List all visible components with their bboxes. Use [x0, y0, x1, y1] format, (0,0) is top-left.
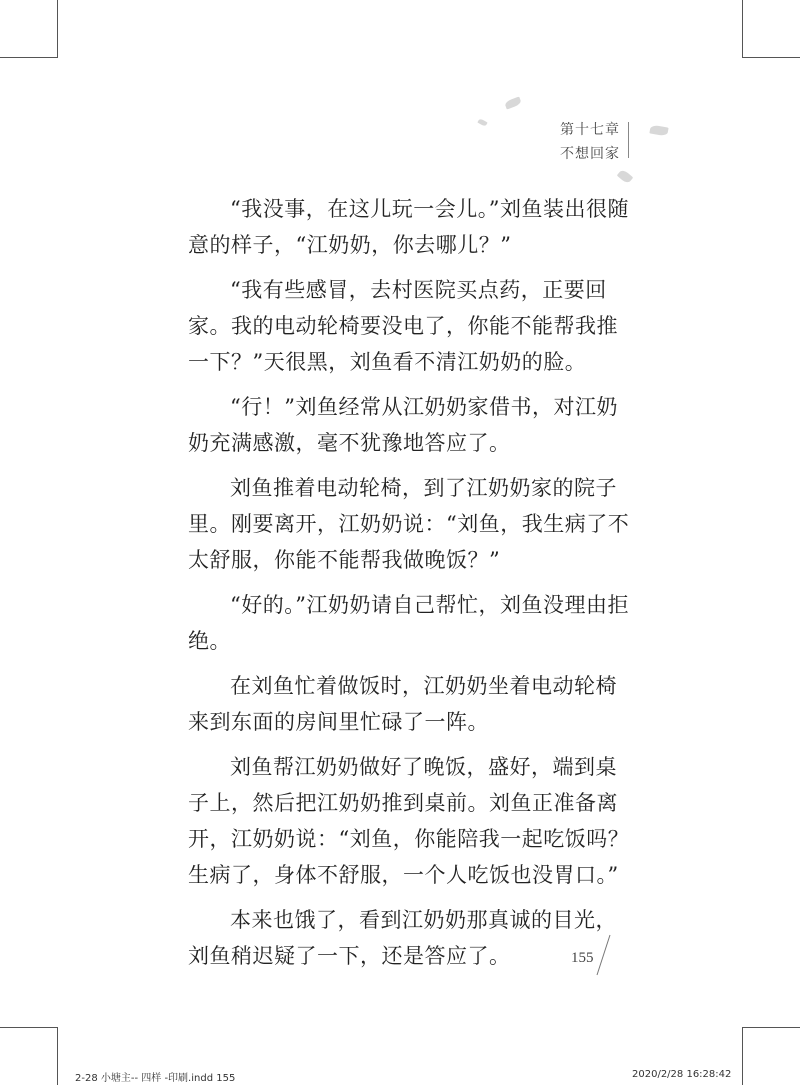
- crop-mark-top-right-v: [742, 0, 743, 58]
- paragraph: “好的。”江奶奶请自己帮忙，刘鱼没理由拒绝。: [188, 593, 629, 653]
- petal-decoration: [649, 125, 668, 137]
- footer-timestamp: 2020/2/28 16:28:42: [632, 1069, 732, 1080]
- paragraph: 刘鱼帮江奶奶做好了晚饭，盛好，端到桌子上，然后把江奶奶推到桌前。刘鱼正准备离开，江奶奶说：“刘鱼，你能陪我一起吃饭吗？生病了，身体不舒服，一个人吃饭也没胃口。”: [188, 755, 630, 887]
- crop-mark-bottom-left-h: [0, 1027, 58, 1028]
- paragraph: 刘鱼推着电动轮椅，到了江奶奶家的院子里。刚要离开，江奶奶说：“刘鱼，我生病了不太舒服，你能不能帮我做晚饭？”: [188, 476, 630, 572]
- footer-file-info: 2-28 小塘主-- 四样 -印刷.indd 155: [75, 1073, 236, 1084]
- crop-mark-bottom-right-v: [742, 1027, 743, 1085]
- crop-mark-top-left-v: [57, 0, 58, 58]
- page-number: 155: [571, 950, 594, 966]
- petal-decoration: [617, 169, 634, 185]
- crop-mark-bottom-right-h: [742, 1027, 800, 1028]
- crop-mark-top-right-h: [742, 57, 800, 58]
- paragraph: 本来也饿了，看到江奶奶那真诚的目光，刘鱼稍迟疑了一下，还是答应了。: [188, 908, 617, 968]
- chapter-number: 第十七章: [560, 122, 620, 138]
- petal-decoration: [477, 118, 487, 127]
- crop-mark-top-left-h: [0, 57, 58, 58]
- crop-mark-bottom-left-v: [57, 1027, 58, 1085]
- paragraph: “我有些感冒，去村医院买点药，正要回家。我的电动轮椅要没电了，你能不能帮我推一下？”天很黑，刘鱼看不清江奶奶的脸。: [188, 278, 618, 374]
- running-head-rule: [628, 122, 629, 158]
- chapter-title: 不想回家: [560, 146, 620, 162]
- paragraph: “行！”刘鱼经常从江奶奶家借书，对江奶奶充满感激，毫不犹豫地答应了。: [188, 395, 618, 455]
- paragraph: “我没事，在这儿玩一会儿。”刘鱼装出很随意的样子，“江奶奶，你去哪儿？”: [188, 197, 629, 257]
- paragraph: 在刘鱼忙着做饭时，江奶奶坐着电动轮椅来到东面的房间里忙碌了一阵。: [188, 674, 617, 734]
- petal-decoration: [504, 97, 522, 110]
- body-text: [188, 191, 631, 983]
- running-head: [560, 118, 620, 166]
